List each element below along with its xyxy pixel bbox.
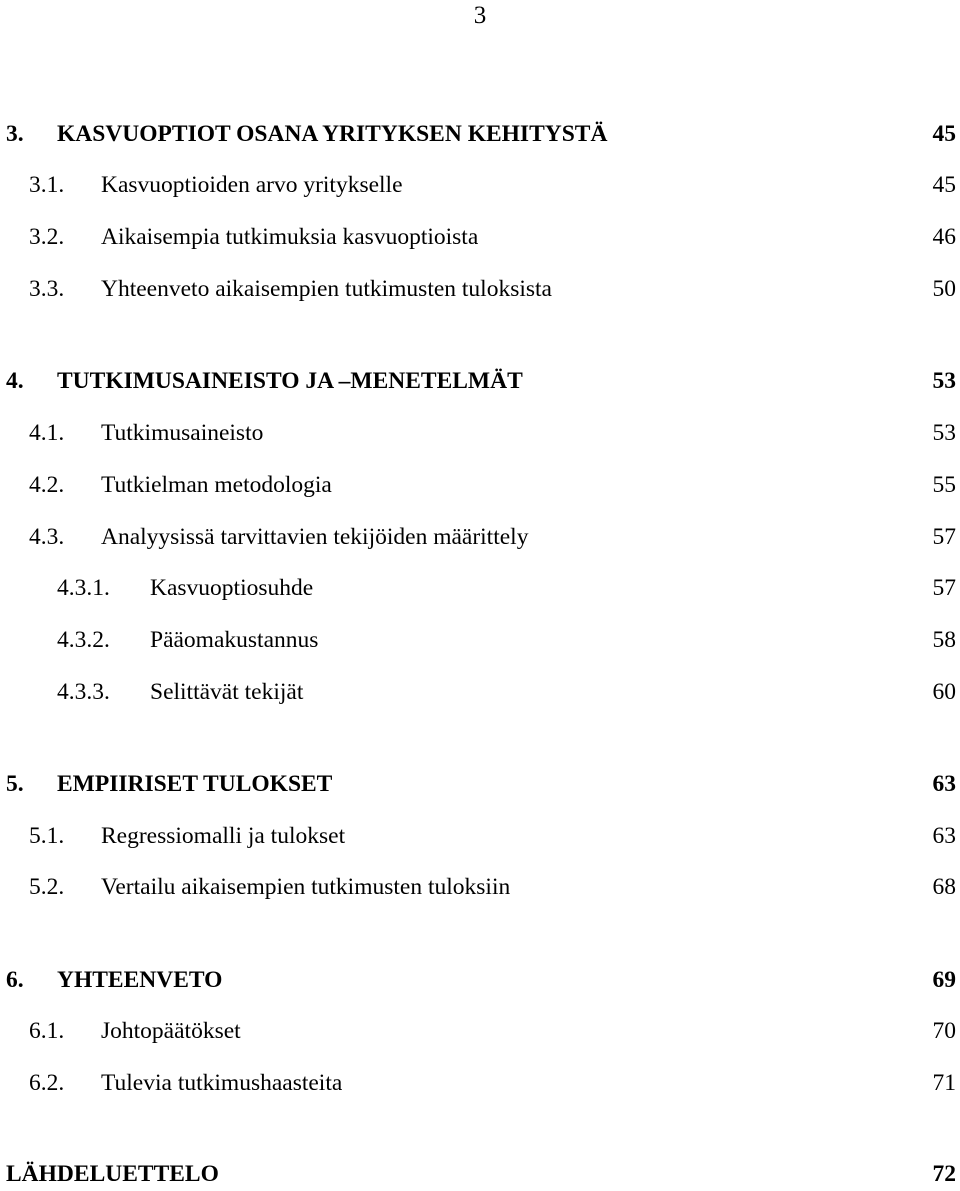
toc-entry-title: Tutkimusaineisto bbox=[101, 420, 264, 446]
toc-entry-chapter-6 bbox=[0, 963, 956, 997]
toc-entry-title: Pääomakustannus bbox=[150, 627, 319, 653]
toc-entry-page: 55 bbox=[932, 472, 956, 498]
toc-entry-chapter-5 bbox=[0, 767, 956, 801]
toc-entry-number: 3. bbox=[6, 121, 24, 147]
toc-entry-section-4-3 bbox=[0, 520, 956, 554]
toc-entry-title: TUTKIMUSAINEISTO JA –MENETELMÄT bbox=[57, 368, 523, 394]
toc-entry-subsection-4-3-1 bbox=[0, 571, 956, 605]
toc-entry-number: 3.2. bbox=[29, 224, 65, 250]
toc-entry-title: Regressiomalli ja tulokset bbox=[101, 823, 346, 849]
toc-entry-title: Selittävät tekijät bbox=[150, 679, 304, 705]
toc-entry-title: YHTEENVETO bbox=[57, 967, 223, 993]
toc-entry-title: Kasvuoptioiden arvo yritykselle bbox=[101, 172, 403, 198]
toc-entry-page: 45 bbox=[932, 172, 956, 198]
toc-entry-number: 4.1. bbox=[29, 420, 65, 446]
toc-entry-page: 57 bbox=[932, 575, 956, 601]
toc-entry-references bbox=[0, 1157, 956, 1191]
toc-entry-section-5-2 bbox=[0, 870, 956, 904]
page-number: 3 bbox=[473, 2, 487, 29]
toc-entry-title: Analyysissä tarvittavien tekijöiden määrittely bbox=[101, 524, 529, 550]
toc-entry-page: 60 bbox=[932, 679, 956, 705]
toc-entry-section-3-1 bbox=[0, 168, 956, 202]
toc-entry-section-6-2 bbox=[0, 1066, 956, 1100]
toc-entry-title: Vertailu aikaisempien tutkimusten tuloksiin bbox=[101, 874, 511, 900]
toc-entry-section-6-1 bbox=[0, 1014, 956, 1048]
toc-entry-page: 70 bbox=[932, 1018, 956, 1044]
toc-entry-title: Aikaisempia tutkimuksia kasvuoptioista bbox=[101, 224, 479, 250]
toc-entry-page: 69 bbox=[932, 967, 956, 993]
toc-entry-page: 53 bbox=[932, 420, 956, 446]
toc-entry-title: LÄHDELUETTELO bbox=[6, 1161, 219, 1187]
toc-entry-title: Tutkielman metodologia bbox=[101, 472, 332, 498]
toc-entry-title: Tulevia tutkimushaasteita bbox=[101, 1070, 343, 1096]
toc-entry-chapter-4 bbox=[0, 364, 956, 398]
toc-entry-section-3-2 bbox=[0, 220, 956, 254]
toc-entry-number: 6.1. bbox=[29, 1018, 65, 1044]
toc-entry-number: 5.1. bbox=[29, 823, 65, 849]
toc-entry-title: Kasvuoptiosuhde bbox=[150, 575, 314, 601]
toc-entry-title: Johtopäätökset bbox=[101, 1018, 241, 1044]
toc-entry-page: 45 bbox=[932, 121, 956, 147]
toc-entry-section-5-1 bbox=[0, 819, 956, 853]
toc-entry-page: 58 bbox=[932, 627, 956, 653]
toc-entry-page: 71 bbox=[932, 1070, 956, 1096]
toc-entry-number: 4.3.1. bbox=[57, 575, 110, 601]
toc-entry-page: 53 bbox=[932, 368, 956, 394]
toc-entry-title: EMPIIRISET TULOKSET bbox=[57, 771, 333, 797]
toc-entry-title: Yhteenveto aikaisempien tutkimusten tuloksista bbox=[101, 276, 552, 302]
toc-entry-chapter-3 bbox=[0, 117, 956, 151]
toc-entry-page: 46 bbox=[932, 224, 956, 250]
toc-entry-number: 3.1. bbox=[29, 172, 65, 198]
toc-entry-title: KASVUOPTIOT OSANA YRITYKSEN KEHITYSTÄ bbox=[57, 121, 608, 147]
toc-entry-number: 4.2. bbox=[29, 472, 65, 498]
toc-entry-page: 63 bbox=[932, 771, 956, 797]
toc-entry-section-3-3 bbox=[0, 272, 956, 306]
toc-entry-page: 50 bbox=[932, 276, 956, 302]
toc-entry-number: 4. bbox=[6, 368, 24, 394]
toc-entry-subsection-4-3-3 bbox=[0, 675, 956, 709]
toc-entry-section-4-2 bbox=[0, 468, 956, 502]
toc-entry-number: 6. bbox=[6, 967, 24, 993]
toc-entry-number: 4.3. bbox=[29, 524, 65, 550]
toc-entry-page: 72 bbox=[932, 1161, 956, 1187]
toc-entry-number: 6.2. bbox=[29, 1070, 65, 1096]
toc-entry-section-4-1 bbox=[0, 416, 956, 450]
toc-entry-page: 57 bbox=[932, 524, 956, 550]
toc-entry-number: 5. bbox=[6, 771, 24, 797]
toc-entry-number: 4.3.2. bbox=[57, 627, 110, 653]
toc-entry-number: 5.2. bbox=[29, 874, 65, 900]
toc-entry-page: 68 bbox=[932, 874, 956, 900]
toc-entry-page: 63 bbox=[932, 823, 956, 849]
toc-entry-subsection-4-3-2 bbox=[0, 623, 956, 657]
toc-entry-number: 4.3.3. bbox=[57, 679, 110, 705]
toc-entry-number: 3.3. bbox=[29, 276, 65, 302]
